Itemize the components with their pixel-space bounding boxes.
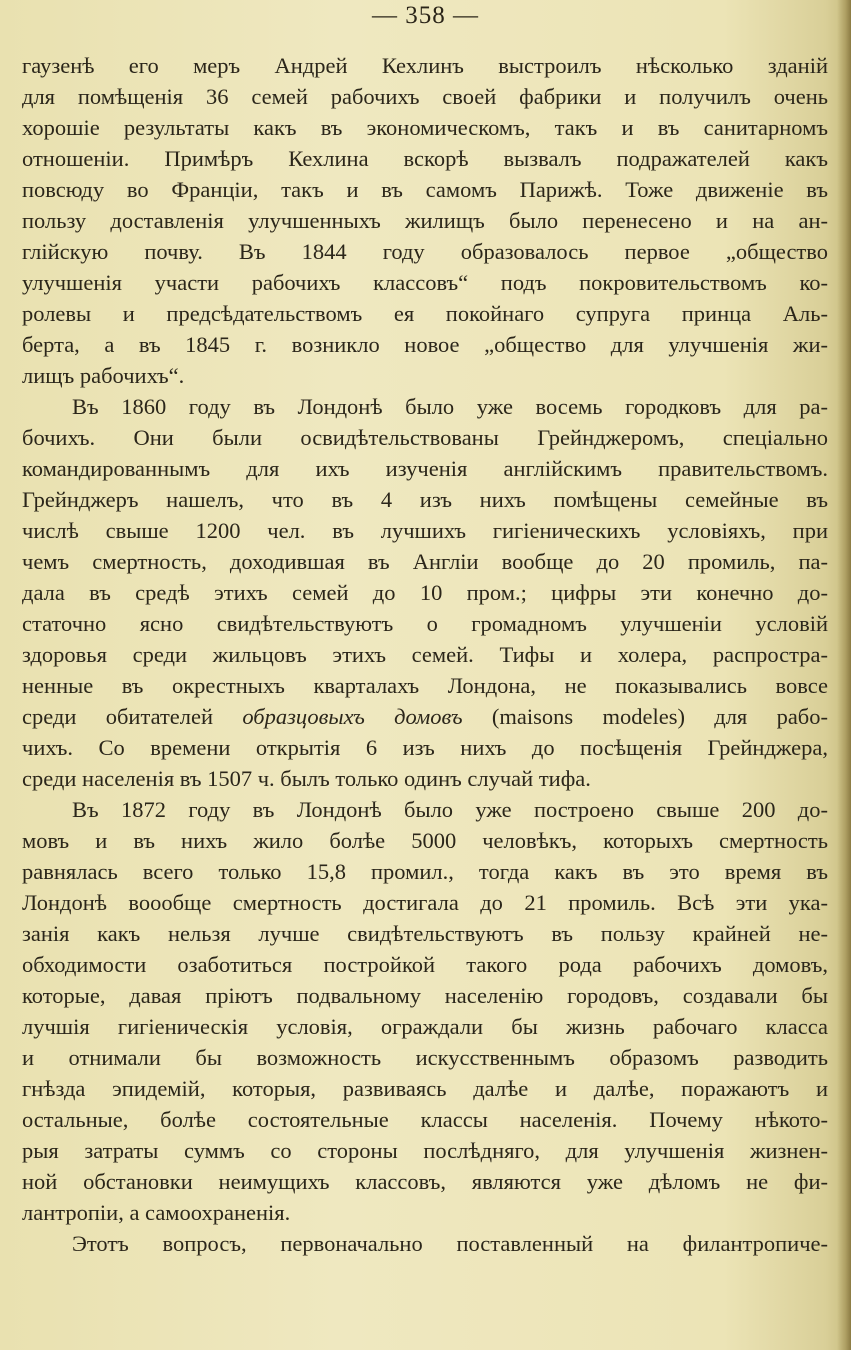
- text-line: остальные, болѣе состоятельные классы населенія. Почему нѣкото-: [22, 1107, 828, 1132]
- emphasized-term: образцовыхъ домовъ: [242, 704, 463, 729]
- text-line: занія какъ нельзя лучше свидѣтельствуютъ въ пользу крайней не-: [22, 921, 828, 946]
- text-line: Грейнджеръ нашелъ, что въ 4 изъ нихъ помѣщены семейные въ: [22, 487, 828, 512]
- text-line: рыя затраты суммъ со стороны послѣдняго, для улучшенія жизнен-: [22, 1138, 828, 1163]
- page-edge-shadow: [837, 0, 851, 1350]
- text-line: улучшенія участи рабочихъ классовъ“ подъ покровительствомъ ко-: [22, 270, 828, 295]
- text-line: Въ 1860 году въ Лондонѣ было уже восемь городковъ для ра-: [72, 394, 828, 419]
- text-line: ной обстановки неимущихъ классовъ, являются уже дѣломъ не фи-: [22, 1169, 828, 1194]
- text-line: Въ 1872 году въ Лондонѣ было уже построено свыше 200 до-: [72, 797, 828, 822]
- text-line: лучшія гигіеническія условія, ограждали бы жизнь рабочаго класса: [22, 1014, 828, 1039]
- text-line: отношеніи. Примѣръ Кехлина вскорѣ вызвалъ подражателей какъ: [22, 146, 828, 171]
- text-line: дала въ средѣ этихъ семей до 10 пром.; цифры эти конечно до-: [22, 580, 828, 605]
- text-line: пользу доставленія улучшенныхъ жилищъ было перенесено и на ан-: [22, 208, 828, 233]
- text-line: равнялась всего только 15,8 промил., тогда какъ въ это время въ: [22, 859, 828, 884]
- text-line: лантропіи, а самоохраненія.: [22, 1200, 291, 1225]
- text-segment: среди обитателей: [22, 704, 243, 729]
- text-line: Лондонѣ воообще смертность достигала до 21 промиль. Всѣ эти ука-: [22, 890, 828, 915]
- text-line: ролевы и предсѣдательствомъ ея покойнаго супруга принца Аль-: [22, 301, 828, 326]
- text-line: мовъ и въ нихъ жило болѣе 5000 человѣкъ, которыхъ смертность: [22, 828, 828, 853]
- text-line: и отнимали бы возможность искусственнымъ образомъ разводить: [22, 1045, 828, 1070]
- text-line: гнѣзда эпидемій, которыя, развиваясь далѣе и далѣе, поражаютъ и: [22, 1076, 828, 1101]
- text-line: хорошіе результаты какъ въ экономическомъ, такъ и въ санитарномъ: [22, 115, 828, 140]
- body-text: [22, 50, 828, 1259]
- text-line: статочно ясно свидѣтельствуютъ о громадномъ улучшеніи условій: [22, 611, 828, 636]
- text-line: числѣ свыше 1200 чел. въ лучшихъ гигіеническихъ условіяхъ, при: [22, 518, 828, 543]
- text-line: для помѣщенія 36 семей рабочихъ своей фабрики и получилъ очень: [22, 84, 828, 109]
- text-line: бочихъ. Они были освидѣтельствованы Грейнджеромъ, спеціально: [22, 425, 828, 450]
- text-line: повсюду во Франціи, такъ и въ самомъ Парижѣ. Тоже движеніе въ: [22, 177, 828, 202]
- text-line: здоровья среди жильцовъ этихъ семей. Тифы и холера, распростра-: [22, 642, 828, 667]
- text-line: чихъ. Со времени открытія 6 изъ нихъ до посѣщенія Грейнджера,: [22, 735, 828, 760]
- text-line: среди населенія въ 1507 ч. былъ только одинъ случай тифа.: [22, 766, 591, 791]
- text-line: которые, давая пріютъ подвальному населенію городовъ, создавали бы: [22, 983, 828, 1008]
- text-line: лищъ рабочихъ“.: [22, 363, 185, 388]
- text-line: берта, а въ 1845 г. возникло новое „общество для улучшенія жи-: [22, 332, 828, 357]
- page-number: — 358 —: [372, 2, 479, 29]
- text-line: Этотъ вопросъ, первоначально поставленный на филантропиче-: [72, 1231, 828, 1256]
- text-line: чемъ смертность, доходившая въ Англіи вообще до 20 промиль, па-: [22, 549, 828, 574]
- text-line: [22, 701, 828, 732]
- text-line: ненные въ окрестныхъ кварталахъ Лондона, не показывались вовсе: [22, 673, 828, 698]
- text-line: командированнымъ для ихъ изученія англійскимъ правительствомъ.: [22, 456, 828, 481]
- text-line: гаузенѣ его меръ Андрей Кехлинъ выстроилъ нѣсколько зданій: [22, 53, 828, 78]
- text-line: обходимости озаботиться постройкой такого рода рабочихъ домовъ,: [22, 952, 828, 977]
- text-segment: (maisons modeles) для рабо-: [462, 704, 829, 729]
- text-line: глійскую почву. Въ 1844 году образовалось первое „общество: [22, 239, 828, 264]
